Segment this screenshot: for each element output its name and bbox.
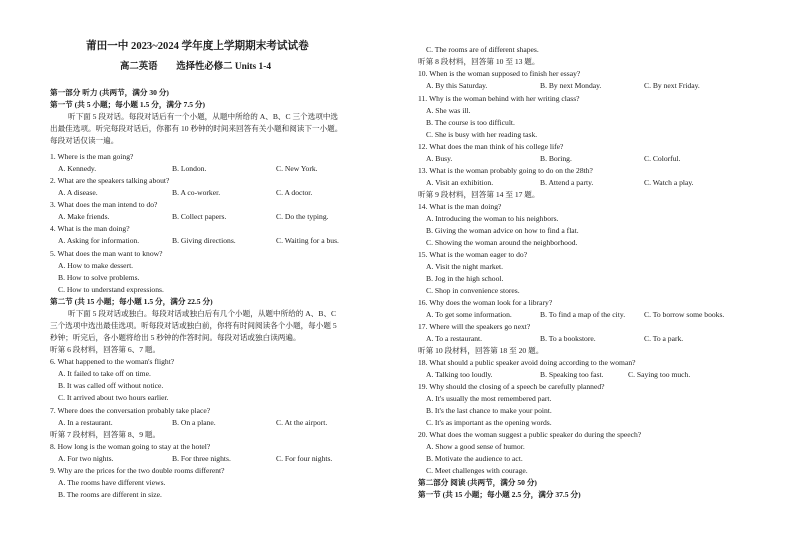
material-note: 听第 10 段材料，回答第 18 至 20 题。 <box>418 346 544 355</box>
option-b: B. Collect papers. <box>172 212 227 221</box>
option-c: C. To a park. <box>644 334 684 343</box>
question-3: 3. What does the man intend to do? <box>50 200 158 209</box>
option-a: A. How to make dessert. <box>58 261 134 270</box>
option-b: B. A co-worker. <box>172 188 221 197</box>
option-c: C. By next Friday. <box>644 81 700 90</box>
question-11: 11. Why is the woman behind with her writing class? <box>418 94 580 103</box>
section1-instruction-line: 听下面 5 段对话。每段对话后有一个小题，从题中所给的 A、B、C 三个选项中选 <box>68 112 339 121</box>
question-12: 12. What does the man think of his college life? <box>418 142 564 151</box>
option-b: B. Speaking too fast. <box>540 370 604 379</box>
option-b: B. To find a map of the city. <box>540 310 626 319</box>
option-a: A. She was ill. <box>426 106 471 115</box>
option-a: A. By this Saturday. <box>426 81 488 90</box>
question-6: 6. What happened to the woman's flight? <box>50 357 175 366</box>
option-c: C. Saying too much. <box>628 370 691 379</box>
option-a: A. Visit an exhibition. <box>426 178 494 187</box>
question-7: 7. Where does the conversation probably take place? <box>50 406 211 415</box>
section1-heading: 第一节 (共 5 小题；每小题 1.5 分，满分 7.5 分) <box>50 100 206 109</box>
question-16: 16. Why does the woman look for a library? <box>418 298 553 307</box>
option-a: A. To get some information. <box>426 310 512 319</box>
option-a: A. The rooms have different views. <box>58 478 166 487</box>
option-c: C. Colorful. <box>644 154 681 163</box>
option-c: C. To borrow some books. <box>644 310 725 319</box>
option-a: A. For two nights. <box>58 454 114 463</box>
material-note: 听第 6 段材料，回答第 6、7 题。 <box>50 345 161 354</box>
option-a: A. A disease. <box>58 188 98 197</box>
option-a: A. Introducing the woman to his neighbors. <box>426 214 559 223</box>
option-c: C. How to understand expressions. <box>58 285 164 294</box>
material-note: 听第 9 段材料，回答第 14 至 17 题。 <box>418 190 540 199</box>
exam-title: 莆田一中 2023~2024 学年度上学期期末考试试卷 <box>86 41 309 52</box>
option-b: B. How to solve problems. <box>58 273 140 282</box>
option-c: C. A doctor. <box>276 188 313 197</box>
question-10: 10. When is the woman supposed to finish her essay? <box>418 69 581 78</box>
option-b: B. The rooms are different in size. <box>58 490 162 499</box>
option-a: A. Make friends. <box>58 212 110 221</box>
option-b: B. To a bookstore. <box>540 334 596 343</box>
section1-instruction-line: 每段对话仅读一遍。 <box>50 136 119 145</box>
question-4: 4. What is the man doing? <box>50 224 130 233</box>
option-a: A. It's usually the most remembered part. <box>426 394 552 403</box>
option-c: C. New York. <box>276 164 318 173</box>
question-15: 15. What is the woman eager to do? <box>418 250 528 259</box>
question-2: 2. What are the speakers talking about? <box>50 176 170 185</box>
option-a: A. Busy. <box>426 154 453 163</box>
section2-instruction-line: 听下面 5 段对话或独白。每段对话或独白后有几个小题，从题中所给的 A、B、C <box>68 309 337 318</box>
question-17: 17. Where will the speakers go next? <box>418 322 531 331</box>
question-18: 18. What should a public speaker avoid doing according to the woman? <box>418 358 636 367</box>
part2-section1-heading: 第一节 (共 15 小题；每小题 2.5 分，满分 37.5 分) <box>418 490 581 499</box>
option-b: B. Jog in the high school. <box>426 274 504 283</box>
question-9: 9. Why are the prices for the two double rooms different? <box>50 466 225 475</box>
question-8: 8. How long is the woman going to stay at the hotel? <box>50 442 211 451</box>
option-b: B. Giving directions. <box>172 236 236 245</box>
option-b: B. It's the last chance to make your point. <box>426 406 552 415</box>
option-c: C. Do the typing. <box>276 212 329 221</box>
option-c: C. She is busy with her reading task. <box>426 130 538 139</box>
option-b: B. Boring. <box>540 154 572 163</box>
option-b: B. Motivate the audience to act. <box>426 454 523 463</box>
section2-heading: 第二节 (共 15 小题；每小题 1.5 分，满分 22.5 分) <box>50 297 213 306</box>
option-b: B. London. <box>172 164 207 173</box>
option-c: C. It's as important as the opening words. <box>426 418 552 427</box>
question-14: 14. What is the man doing? <box>418 202 502 211</box>
option-b: B. The course is too difficult. <box>426 118 515 127</box>
option-b: B. On a plane. <box>172 418 216 427</box>
option-b: B. For three nights. <box>172 454 231 463</box>
option-a: A. Talking too loudly. <box>426 370 493 379</box>
option-b: B. Giving the woman advice on how to find a flat. <box>426 226 579 235</box>
option-c: C. Showing the woman around the neighborhood. <box>426 238 578 247</box>
option-a: A. Visit the night market. <box>426 262 504 271</box>
part2-heading: 第二部分 阅读 (共两节，满分 50 分) <box>418 478 537 487</box>
option-a: A. It failed to take off on time. <box>58 369 151 378</box>
exam-subtitle: 高二英语 选择性必修二 Units 1-4 <box>120 62 272 72</box>
question-1: 1. Where is the man going? <box>50 152 134 161</box>
option-c: C. For four nights. <box>276 454 333 463</box>
question-5: 5. What does the man want to know? <box>50 249 163 258</box>
section1-instruction-line: 出最佳选项。听完每段对话后，你都有 10 秒钟的时间来回答有关小题和阅读下一小题。 <box>50 124 343 133</box>
option-c: C. Meet challenges with courage. <box>426 466 528 475</box>
section2-instruction-line: 秒钟；听完后，各小题将给出 5 秒钟的作答时间。每段对话或独白读两遍。 <box>50 333 301 342</box>
option-b: B. By next Monday. <box>540 81 602 90</box>
option-c: C. The rooms are of different shapes. <box>426 45 539 54</box>
option-b: B. Attend a party. <box>540 178 594 187</box>
option-a: A. Kennedy. <box>58 164 97 173</box>
section2-instruction-line: 三个选项中选出最佳选项。听每段对话或独白前，你将有时间阅读各个小题，每小题 5 <box>50 321 337 330</box>
option-a: A. Show a good sense of humor. <box>426 442 525 451</box>
option-a: A. To a restaurant. <box>426 334 483 343</box>
part1-heading: 第一部分 听力 (共两节，满分 30 分) <box>50 88 169 97</box>
option-b: B. It was called off without notice. <box>58 381 164 390</box>
material-note: 听第 8 段材料，回答第 10 至 13 题。 <box>418 57 540 66</box>
material-note: 听第 7 段材料，回答第 8、9 题。 <box>50 430 161 439</box>
option-a: A. In a restaurant. <box>58 418 113 427</box>
option-c: C. Watch a play. <box>644 178 694 187</box>
option-c: C. Waiting for a bus. <box>276 236 339 245</box>
question-19: 19. Why should the closing of a speech be carefully planned? <box>418 382 605 391</box>
option-c: C. At the airport. <box>276 418 328 427</box>
option-c: C. It arrived about two hours earlier. <box>58 393 169 402</box>
question-20: 20. What does the woman suggest a public speaker do during the speech? <box>418 430 642 439</box>
question-13: 13. What is the woman probably going to do on the 28th? <box>418 166 593 175</box>
option-a: A. Asking for information. <box>58 236 140 245</box>
option-c: C. Shop in convenience stores. <box>426 286 520 295</box>
